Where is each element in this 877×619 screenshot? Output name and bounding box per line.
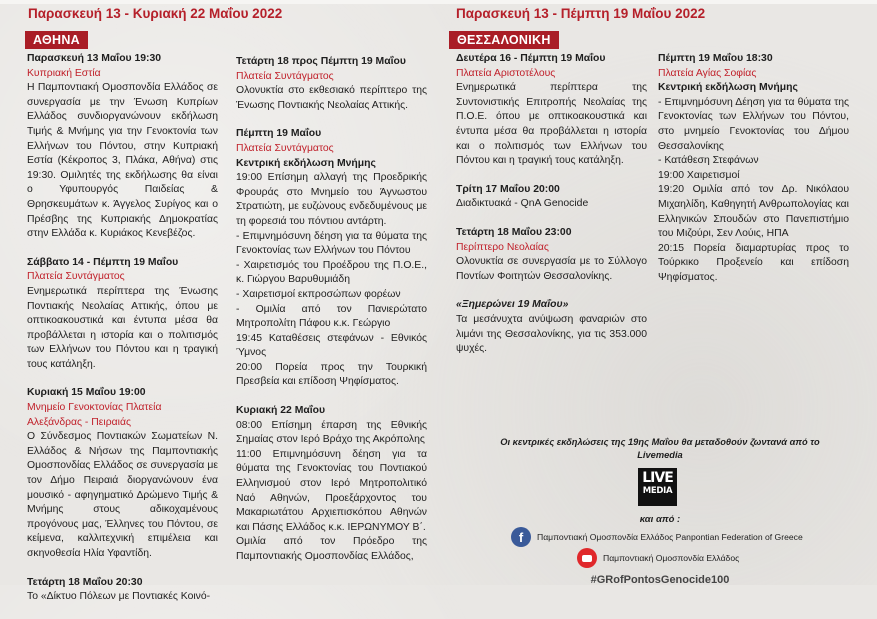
facebook-icon: f (511, 527, 531, 547)
event-text: Ενημερωτικά περίπτερα της Ένωσης Ποντιακής Νεολαίας Αττικής, όπου με οπτικοακουστικά και έντυπα μέσα θα προβάλλεται η ιστορία και ο πολιτισμός των Ελλήνων του Πόντου και η τραγική τους κατάληξη. (27, 285, 218, 370)
event-date: Κυριακή 22 Μαΐου (236, 405, 326, 417)
youtube-label: Παμποντιακή Ομοσπονδία Ελλάδος (603, 553, 740, 563)
hashtag: #GRofPontosGenocide100 (590, 574, 730, 586)
event-text: Το «Δίκτυο Πόλεων με Ποντιακές Κοινό- (27, 591, 211, 603)
athens-badge: ΑΘΗΝΑ (25, 31, 88, 49)
event-venue: Πλατεία Αγίας Σοφίας (658, 67, 757, 79)
event-line: 08:00 Επίσημη έπαρση της Εθνικής Σημαίας στον Ιερό Βράχο της Ακρόπολης (236, 419, 427, 446)
event-venue: Πλατεία Αριστοτέλους (456, 67, 556, 79)
and-from-label: και από : (639, 514, 681, 525)
event-line: - Ομιλία από τον Πανιερώτατο Μητροπολίτη Πάφου κ.κ. Γεώργιο (236, 303, 427, 330)
event-line: 19:45 Καταθέσεις στεφάνων - Εθνικός Ύμνος (236, 332, 427, 359)
logo-line2: MEDIA (642, 486, 673, 496)
event-line: Ομιλία από τον Πρόεδρο της Παμποντιακής Ομοσπονδίας Ελλάδος, (236, 536, 427, 562)
event (27, 256, 218, 373)
thessaloniki-column-2 (658, 52, 849, 300)
youtube-icon (577, 548, 597, 568)
event (658, 52, 849, 286)
event-line: - Χαιρετισμός του Προέδρου της Π.Ο.Ε., κ. Γιώργου Βαρυθυμιάδη (236, 259, 427, 286)
event-text: Η Παμποντιακή Ομοσπονδία Ελλάδος σε συνεργασία με την Ένωση Κυπρίων Ελλάδος συνδιοργανώνουν εκδήλωση Τιμής & Μνήμης για την Γενοκτονία των Ελλήνων του Πόντου, στην Κυπριακή Εστία (Κέκροπος 3, Πλάκα, Αθήνα) στις 19:30. Ομιλητές της εκδήλωσης θα είναι ο Υφυπουργός Παιδείας & Θρησκευμάτων κ. Άγγελος Συρίγος και ο Πρέσβης της Κυπριακής Δημοκρατίας στην Ελλάδα κ. Κυριάκος Κενεβέζος. (27, 82, 218, 240)
logo-line1: LIVE (642, 470, 673, 486)
event-date: Πέμπτη 19 Μαΐου 18:30 (658, 53, 773, 64)
event-text: Ενημερωτικά περίπτερα της Συντονιστικής Επιτροπής Νεολαίας της Π.Ο.Ε. όπου με οπτικοακουστικά και έντυπα μέσα θα προβάλλεται η ιστορία και ο πολιτισμός των Ελλήνων του Πόντου και η τραγική τους κατάληξη. (456, 82, 647, 167)
event-line: 20:00 Πορεία προς την Τουρκική Πρεσβεία και επίδοση Ψηφίσματος. (236, 361, 427, 388)
event-line: - Επιμνημόσυνη Δέηση για τα θύματα της Γενοκτονίας των Ελλήνων του Πόντου, στο μνημείο Γενοκτονίας του Δήμου Θεσσαλονίκης (658, 96, 849, 152)
event-date: Τετάρτη 18 Μαΐου 23:00 (456, 226, 572, 238)
event-line: 19:20 Ομιλία από τον Δρ. Νικόλαου Μιχαηλίδη, Καθηγητή Ανθρωπολογίας και Ελληνικών Σπουδών στο Πανεπιστήμιο του Μιζούρι, Σεν Λούις, ΗΠΑ (658, 184, 849, 240)
facebook-link[interactable] (511, 527, 803, 547)
event (27, 386, 218, 561)
event-line: 11:00 Επιμνημόσυνη δέηση για τα θύματα της Γενοκτονίας του Ποντιακού Ελληνισμού στον Ιερό Μητροπολιτικό Ναό Αθηνών, Προεξάρχοντος του Μακαριωτάτου Αρχιεπισκόπου Αθηνών και Πάσης Ελλάδος κ.κ. ΙΕΡΩΝΥΜΟΥ Β΄. (236, 448, 427, 533)
athens-column-1 (27, 52, 218, 619)
event-venue: Πλατεία Συντάγματος (27, 271, 125, 283)
event-text: Ολονυκτία στο εκθεσιακό περίπτερο της Ένωσης Ποντιακής Νεολαίας Αττικής. (236, 85, 427, 111)
event-text: Τα μεσάνυχτα ανύψωση φαναριών στο λιμάνι της Θεσσαλονίκης, για τις 353.000 ψυχές. (456, 313, 647, 355)
event-date: Τετάρτη 18 προς Πέμπτη 19 Μαΐου (236, 56, 406, 67)
event-subtitle: Κεντρική εκδήλωση Μνήμης (236, 157, 376, 169)
event-line: - Κατάθεση Στεφάνων (658, 155, 759, 167)
event-subtitle: Κεντρική εκδήλωση Μνήμης (658, 82, 798, 94)
athens-period: Παρασκευή 13 - Κυριακή 22 Μαΐου 2022 (28, 6, 283, 21)
event-date: Κυριακή 15 Μαΐου 19:00 (27, 387, 146, 399)
event (456, 298, 647, 356)
thessaloniki-badge: ΘΕΣΣΑΛΟΝΙΚΗ (449, 31, 559, 49)
event-venue: Μνημείο Γενοκτονίας Πλατεία Αλεξάνδρας - Πειραιάς (27, 402, 162, 428)
event-date: Παρασκευή 13 Μαΐου 19:30 (27, 53, 162, 64)
broadcast-note: Οι κεντρικές εκδηλώσεις της 19ης Μαΐου θα μεταδοθούν ζωντανά από το Livemedia (500, 437, 820, 460)
event (236, 55, 427, 113)
event-date: Τετάρτη 18 Μαΐου 20:30 (27, 576, 143, 588)
event-quote: «Ξημερώνει 19 Μαΐου» (456, 299, 569, 311)
livemedia-logo (638, 468, 677, 506)
event-date: Δευτέρα 16 - Πέμπτη 19 Μαΐου (456, 53, 606, 64)
event-venue: Πλατεία Συντάγματος (236, 70, 334, 82)
event (27, 576, 218, 605)
event-line: 19:00 Χαιρετισμοί (658, 169, 740, 181)
athens-column-2 (236, 55, 427, 579)
youtube-link[interactable] (577, 548, 739, 568)
facebook-label: Παμποντιακή Ομοσπονδία Ελλάδος Panpontian Federation of Greece (537, 532, 803, 542)
top-strip (0, 0, 877, 4)
event-date: Τρίτη 17 Μαΐου 20:00 (456, 183, 560, 195)
event-text: Ολονυκτία σε συνεργασία με το Σύλλογο Ποντίων Φοιτητών Θεσσαλονίκης. (456, 256, 647, 282)
event-venue: Περίπτερο Νεολαίας (456, 241, 549, 253)
event (456, 52, 647, 169)
event-line: 19:00 Επίσημη αλλαγή της Προεδρικής Φρουράς στο Μνημείο του Άγνωστου Στρατιώτη, με ευζώνους ενδεδυμένους με τη φορεσιά του πόντιου αντάρτη. (236, 172, 427, 227)
event-line: - Επιμνημόσυνη δέηση για τα θύματα της Γενοκτονίας των Ελλήνων του Πόντου (236, 230, 427, 257)
event-date: Πέμπτη 19 Μαΐου (236, 128, 322, 140)
event-text: Διαδικτυακά - QnA Genocide (456, 198, 589, 210)
event-text: Ο Σύνδεσμος Ποντιακών Σωματείων Ν. Ελλάδος & Νήσων της Παμποντιακής Ομοσπονδίας Ελλάδος σε συνεργασία με τον Δήμο Πειραιά διοργανώνουν ένα μουσικό - αφηγηματικό Δρώμενο Τιμής & Μνήμης στους αδικοχαμένους προγόνους μας, Έλληνες του Πόντου, σε κείμενα, καλλιτεχνική επιμέλεια και σκηνοθεσία Ηλία Υφαντίδη. (27, 431, 218, 559)
event-venue: Κυπριακή Εστία (27, 67, 101, 79)
thessaloniki-column-1 (456, 52, 647, 371)
event (236, 404, 427, 565)
thessaloniki-period: Παρασκευή 13 - Πέμπτη 19 Μαΐου 2022 (456, 6, 706, 21)
event-venue: Πλατεία Συντάγματος (236, 142, 334, 154)
event (456, 226, 647, 284)
event-date: Σάββατο 14 - Πέμπτη 19 Μαΐου (27, 256, 179, 268)
event (236, 127, 427, 390)
event (27, 52, 218, 242)
event-line: - Χαιρετισμοί εκπροσώπων φορέων (236, 288, 401, 300)
event (456, 183, 647, 212)
event-line: 20:15 Πορεία διαμαρτυρίας προς το Τούρκικο Προξενείο και επίδοση Ψηφίσματος. (658, 242, 849, 283)
